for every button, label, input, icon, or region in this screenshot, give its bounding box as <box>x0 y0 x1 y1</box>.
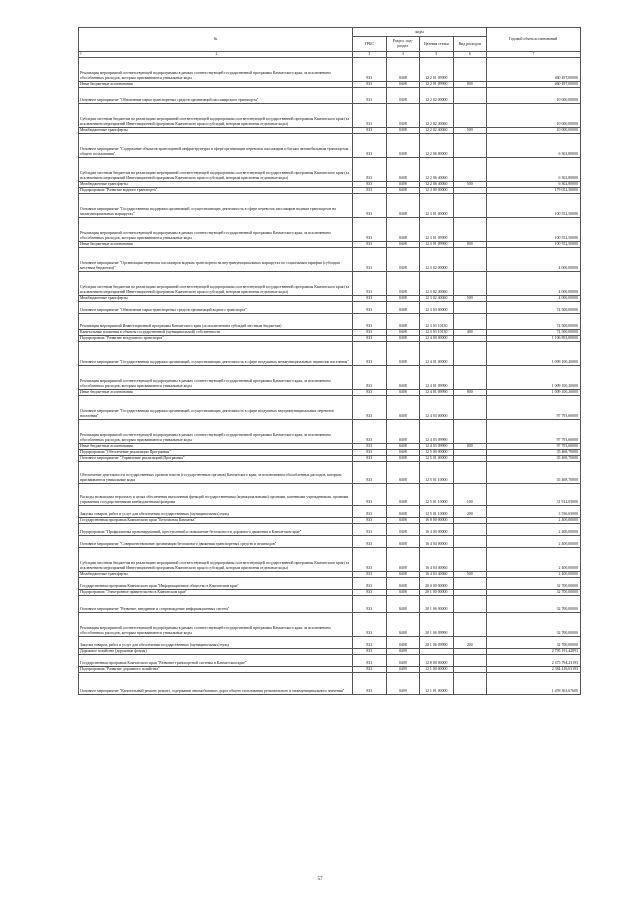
row-kind <box>453 578 487 590</box>
row-section: 0409 <box>386 649 420 655</box>
row-name: Дорожное хозяйство (дорожные фонды) <box>79 649 353 655</box>
column-number-7: 7 <box>487 52 581 58</box>
row-name: Реализация мероприятий соответствующей подпрограммы в рамках соответствующей государственной программы Камчатского края, за исключением обособленных расходов, которым присваиваются уникальные коды <box>79 218 353 242</box>
row-name: Основное мероприятие "Совершенствование организации безопасного движения транспортных средств и пешеходов" <box>79 536 353 548</box>
row-volume: 74 500,00000 <box>487 302 581 314</box>
row-grbs: 833 <box>353 536 387 548</box>
row-article: 12 2 06 40060 <box>420 182 454 188</box>
row-volume: 4 000,00000 <box>487 272 581 296</box>
row-section: 0408 <box>386 296 420 302</box>
row-name: Основное мероприятие "Государственная поддержка организаций, осуществляющих деятельность в сфере перевозок пассажиров водным транспортом на межмуниципальных маршрутах" <box>79 194 353 218</box>
row-article: 12 3 01 00000 <box>420 194 454 218</box>
row-grbs: 833 <box>353 524 387 536</box>
row-kind <box>453 158 487 182</box>
row-name: Субсидии местным бюджетам на реализацию мероприятий соответствующей подпрограммы соответствующей государственной программы Камчатского края (за исключением мероприятий Инвестиционной программы Камчатского края и субсидий, которым присвоены отдельные коды) <box>79 272 353 296</box>
header-volume: Годовой объем ассигнований <box>487 28 581 52</box>
row-volume: 32 700,00000 <box>487 578 581 590</box>
header-kind: Вид расходов <box>453 37 487 52</box>
table-row <box>79 420 581 444</box>
row-section: 0408 <box>386 613 420 637</box>
row-grbs: 833 <box>353 82 387 88</box>
table-row <box>79 248 581 272</box>
row-name: Подпрограмма "Профилактика правонарушений, преступлений и повышение безопасности дорожного движения в Камчатском крае" <box>79 524 353 536</box>
row-article: 12 5 00 00000 <box>420 450 454 456</box>
row-volume: 4 000,00000 <box>487 296 581 302</box>
row-kind <box>453 536 487 548</box>
row-section: 0408 <box>386 218 420 242</box>
row-name: Государственная программа Камчатского края "Безопасная Камчатка" <box>79 518 353 524</box>
row-grbs: 833 <box>353 218 387 242</box>
table-row <box>79 673 581 695</box>
budget-table <box>78 27 581 695</box>
column-number-5: 5 <box>420 52 454 58</box>
row-grbs: 833 <box>353 188 387 194</box>
row-article: 12 3 00 00000 <box>420 188 454 194</box>
row-article: 12 0 00 00000 <box>420 655 454 667</box>
row-kind: 200 <box>453 506 487 518</box>
row-section: 0408 <box>386 342 420 366</box>
row-section: 0408 <box>386 524 420 536</box>
row-kind <box>453 314 487 330</box>
row-grbs: 833 <box>353 572 387 578</box>
row-article: 20 0 00 00000 <box>420 578 454 590</box>
row-article: 12 4 03 09990 <box>420 420 454 444</box>
row-kind <box>453 58 487 82</box>
row-name: Межбюджетные трансферты <box>79 182 353 188</box>
row-volume: 1 009 100,20000 <box>487 390 581 396</box>
row-grbs: 833 <box>353 248 387 272</box>
row-section: 0408 <box>386 134 420 158</box>
row-article: 12 2 02 40060 <box>420 128 454 134</box>
row-section: 0409 <box>386 655 420 667</box>
row-name: Реализация мероприятий соответствующей подпрограммы в рамках соответствующей государственной программы Камчатского края, за исключением обособленных расходов, которым присваиваются уникальные коды <box>79 613 353 637</box>
table-row <box>79 548 581 572</box>
header-codes: коды <box>353 28 487 37</box>
row-article: 12 3 02 40060 <box>420 296 454 302</box>
row-kind: 400 <box>453 330 487 336</box>
row-name: Обеспечение деятельности государственных органов власти (государственных органов) Камчатского края, за исключением обособленных расходов, которым присваиваются уникальные коды <box>79 462 353 484</box>
row-volume: 2 400,00000 <box>487 572 581 578</box>
row-kind <box>453 248 487 272</box>
row-article: 12 3 01 09990 <box>420 242 454 248</box>
table-row <box>79 462 581 484</box>
row-kind <box>453 272 487 296</box>
row-section: 0408 <box>386 272 420 296</box>
row-article: 12 5 01 10000 <box>420 484 454 506</box>
row-name: Межбюджетные трансферты <box>79 128 353 134</box>
row-section: 0409 <box>386 667 420 673</box>
row-volume: 35 468,70000 <box>487 462 581 484</box>
row-kind <box>453 655 487 667</box>
row-kind <box>453 613 487 637</box>
row-grbs: 833 <box>353 330 387 336</box>
row-volume: 179 052,50000 <box>487 188 581 194</box>
row-kind <box>453 88 487 104</box>
page-number: 57 <box>317 877 323 882</box>
row-section: 0408 <box>386 596 420 613</box>
row-article: 12 2 02 00000 <box>420 88 454 104</box>
row-section: 0408 <box>386 330 420 336</box>
row-volume: 460 497,00000 <box>487 58 581 82</box>
row-article: 16 4 04 40060 <box>420 572 454 578</box>
row-section: 0408 <box>386 88 420 104</box>
row-article: 16 4 00 00000 <box>420 524 454 536</box>
row-volume: 32 700,00000 <box>487 590 581 596</box>
row-kind: 500 <box>453 128 487 134</box>
row-name: Субсидии местным бюджетам на реализацию мероприятий соответствующей подпрограммы соответствующей государственной программы Камчатского края (за исключением мероприятий Инвестиционной программы Камчатского края и субсидий, которым присвоены отдельные коды) <box>79 548 353 572</box>
row-kind <box>453 302 487 314</box>
row-name: Государственная программа Камчатского края "Информационное общество в Камчатском крае" <box>79 578 353 590</box>
row-section: 0408 <box>386 188 420 194</box>
table-row <box>79 272 581 296</box>
row-grbs: 833 <box>353 673 387 695</box>
row-kind <box>453 104 487 128</box>
row-grbs: 833 <box>353 390 387 396</box>
row-kind: 800 <box>453 242 487 248</box>
header-grbs: ГРБС <box>353 37 387 52</box>
row-article: 12 3 03 00000 <box>420 302 454 314</box>
row-grbs: 833 <box>353 596 387 613</box>
table-row <box>79 506 581 518</box>
row-article: 12 4 03 00000 <box>420 396 454 420</box>
row-kind <box>453 524 487 536</box>
column-number-4: 4 <box>386 52 420 58</box>
row-section: 0408 <box>386 506 420 518</box>
row-volume: 97 793,60000 <box>487 396 581 420</box>
row-grbs: 833 <box>353 134 387 158</box>
row-name: Реализация мероприятий соответствующей подпрограммы в рамках соответствующей государственной программы Камчатского края, за исключением обособленных расходов, которым присваиваются уникальные коды <box>79 58 353 82</box>
table-row <box>79 88 581 104</box>
row-volume: 6 302,80000 <box>487 134 581 158</box>
row-section: 0408 <box>386 248 420 272</box>
table-row <box>79 655 581 667</box>
row-article: 12 4 03 09990 <box>420 444 454 450</box>
row-volume: 1 009 100,20000 <box>487 342 581 366</box>
row-article: 12 5 01 10000 <box>420 462 454 484</box>
row-name: Подпрограмма "Обеспечение реализации Программы" <box>79 450 353 456</box>
row-article: 20 1 00 00000 <box>420 590 454 596</box>
row-volume: 1 009 100,20000 <box>487 366 581 390</box>
row-section: 0408 <box>386 128 420 134</box>
row-section: 0408 <box>386 590 420 596</box>
row-grbs: 833 <box>353 518 387 524</box>
row-article: 12 3 01 09990 <box>420 218 454 242</box>
row-kind: 100 <box>453 484 487 506</box>
row-name: Иные бюджетные ассигнования <box>79 242 353 248</box>
row-kind <box>453 596 487 613</box>
row-article: 16 4 04 00000 <box>420 536 454 548</box>
row-section: 0409 <box>386 673 420 695</box>
row-volume: 2 400,00000 <box>487 518 581 524</box>
row-grbs: 833 <box>353 649 387 655</box>
row-grbs: 833 <box>353 366 387 390</box>
column-number-3: 3 <box>353 52 387 58</box>
row-grbs: 833 <box>353 242 387 248</box>
row-name: Основное мероприятие "Обновление парка транспортных средств организаций водного транспорта" <box>79 302 353 314</box>
row-grbs: 833 <box>353 296 387 302</box>
row-section: 0408 <box>386 548 420 572</box>
row-kind <box>453 420 487 444</box>
table-row <box>79 524 581 536</box>
row-grbs: 833 <box>353 302 387 314</box>
row-volume: 35 468,70000 <box>487 450 581 456</box>
row-name: Реализация мероприятий соответствующей подпрограммы в рамках соответствующей государственной программы Камчатского края, за исключением обособленных расходов, которым присваиваются уникальные коды <box>79 420 353 444</box>
row-article: 12 2 01 09990 <box>420 82 454 88</box>
row-section: 0408 <box>386 462 420 484</box>
row-grbs: 833 <box>353 655 387 667</box>
row-grbs: 833 <box>353 58 387 82</box>
row-article: 20 1 06 09990 <box>420 637 454 649</box>
row-section: 0408 <box>386 518 420 524</box>
row-kind: 500 <box>453 296 487 302</box>
row-kind: 800 <box>453 390 487 396</box>
row-grbs: 833 <box>353 506 387 518</box>
row-name: Межбюджетные трансферты <box>79 296 353 302</box>
table-row <box>79 536 581 548</box>
row-name: Основное мероприятие "Организация перевозок пассажиров водным транспортом на внутримуниципальных маршрутах по социальным тарифам (субсидии местным бюджетам)" <box>79 248 353 272</box>
row-article: 12 2 02 40060 <box>420 104 454 128</box>
row-article: 12 4 00 00000 <box>420 336 454 342</box>
row-volume: 3 556,65000 <box>487 506 581 518</box>
row-kind: 500 <box>453 182 487 188</box>
row-article: 16 4 04 40060 <box>420 548 454 572</box>
row-grbs: 833 <box>353 182 387 188</box>
row-kind <box>453 462 487 484</box>
row-section: 0408 <box>386 336 420 342</box>
row-article: 12 4 01 09990 <box>420 390 454 396</box>
row-section: 0408 <box>386 420 420 444</box>
row-volume: 1 106 893,80000 <box>487 336 581 342</box>
table-row <box>79 58 581 82</box>
row-section: 0408 <box>386 302 420 314</box>
row-article: 12 3 02 40060 <box>420 272 454 296</box>
row-name: Подпрограмма "Электронное правительство в Камчатском крае" <box>79 590 353 596</box>
row-section: 0408 <box>386 242 420 248</box>
row-volume: 460 497,00000 <box>487 82 581 88</box>
table-row <box>79 194 581 218</box>
row-name: Субсидии местным бюджетам на реализацию мероприятий соответствующей подпрограммы соответствующей государственной программы Камчатского края (за исключением мероприятий Инвестиционной программы Камчатского края и субсидий, которым присвоены отдельные коды) <box>79 104 353 128</box>
row-kind: 500 <box>453 572 487 578</box>
row-kind <box>453 396 487 420</box>
row-kind: 200 <box>453 637 487 649</box>
header-article: Целевая статья <box>420 37 454 52</box>
row-kind: 800 <box>453 82 487 88</box>
row-article: 12 3 03 10130 <box>420 314 454 330</box>
row-kind: 800 <box>453 444 487 450</box>
row-name: Основное мероприятие "Государственная поддержка организаций, осуществляющих деятельность в сфере воздушных межмуниципальных перевозок населения" <box>79 342 353 366</box>
row-volume: 32 700,00000 <box>487 596 581 613</box>
row-volume: 35 468,70000 <box>487 456 581 462</box>
row-grbs: 833 <box>353 444 387 450</box>
table-row <box>79 134 581 158</box>
row-article: 12 5 01 10000 <box>420 506 454 518</box>
row-name: Основное мероприятие "Капитальный ремонт, ремонт, содержание автомобильных дорог общего пользования регионального и межмуниципального значения" <box>79 673 353 695</box>
row-article: 16 0 00 00000 <box>420 518 454 524</box>
row-grbs: 833 <box>353 272 387 296</box>
row-section: 0408 <box>386 366 420 390</box>
row-volume: 97 793,60000 <box>487 444 581 450</box>
row-section: 0408 <box>386 314 420 330</box>
row-grbs: 833 <box>353 342 387 366</box>
row-name: Подпрограмма "Развитие водного транспорта" <box>79 188 353 194</box>
row-volume: 100 552,50000 <box>487 194 581 218</box>
row-article: 12 4 01 09990 <box>420 366 454 390</box>
row-section: 0408 <box>386 182 420 188</box>
row-article: 12 1 00 00000 <box>420 667 454 673</box>
row-volume: 2 795 191,42893 <box>487 649 581 655</box>
table-row <box>79 104 581 128</box>
row-article: 12 5 01 00000 <box>420 456 454 462</box>
table-row <box>79 314 581 330</box>
row-section: 0408 <box>386 390 420 396</box>
row-volume: 32 700,00000 <box>487 637 581 649</box>
row-grbs: 833 <box>353 462 387 484</box>
row-volume: 100 552,50000 <box>487 218 581 242</box>
row-volume: 6 302,80000 <box>487 158 581 182</box>
row-kind <box>453 673 487 695</box>
row-grbs: 833 <box>353 128 387 134</box>
row-article: 12 2 01 09990 <box>420 58 454 82</box>
row-volume: 74 500,00000 <box>487 314 581 330</box>
row-name: Государственная программа Камчатского края "Развитие транспортной системы в Камчатском крае" <box>79 655 353 667</box>
row-section: 0408 <box>386 456 420 462</box>
row-grbs: 833 <box>353 484 387 506</box>
table-row <box>79 484 581 506</box>
row-grbs: 833 <box>353 158 387 182</box>
table-row <box>79 396 581 420</box>
row-section: 0408 <box>386 58 420 82</box>
row-article: 12 4 01 00000 <box>420 342 454 366</box>
row-section: 0408 <box>386 82 420 88</box>
row-kind <box>453 218 487 242</box>
row-volume: 100 552,50000 <box>487 242 581 248</box>
row-volume: 2 475 794,23193 <box>487 655 581 667</box>
row-section: 0408 <box>386 484 420 506</box>
row-name: Капитальные вложения в объекты государственной (муниципальной) собственности <box>79 330 353 336</box>
row-section: 0408 <box>386 104 420 128</box>
row-name: Иные бюджетные ассигнования <box>79 390 353 396</box>
row-grbs: 833 <box>353 613 387 637</box>
row-grbs: 833 <box>353 456 387 462</box>
row-grbs: 833 <box>353 336 387 342</box>
row-grbs: 833 <box>353 314 387 330</box>
row-name: Закупка товаров, работ и услуг для обеспечения государственных (муниципальных) нужд <box>79 637 353 649</box>
row-grbs: 833 <box>353 548 387 572</box>
row-name: Межбюджетные трансферты <box>79 572 353 578</box>
row-name: Реализация мероприятий Инвестиционной программы Камчатского края (за исключением субсидий местным бюджетам) <box>79 314 353 330</box>
table-row <box>79 366 581 390</box>
row-name: Субсидии местным бюджетам на реализацию мероприятий соответствующей подпрограммы соответствующей государственной программы Камчатского края (за исключением мероприятий Инвестиционной программы Камчатского края и субсидий, которым присвоены отдельные коды) <box>79 158 353 182</box>
row-volume: 10 000,00000 <box>487 128 581 134</box>
row-grbs: 833 <box>353 104 387 128</box>
row-name: Расходы на выплаты персоналу в целях обеспечения выполнения функций государственными (муниципальными) органами, казенными учреждениями, органами управления государственными внебюджетными фондами <box>79 484 353 506</box>
row-name: Подпрограмма "Развитие дорожного хозяйства" <box>79 667 353 673</box>
budget-table-body <box>79 58 581 695</box>
row-volume: 97 793,60000 <box>487 420 581 444</box>
table-row <box>79 302 581 314</box>
row-name: Основное мероприятие "Содержание объектов транспортной инфраструктуры в сфере организации перевозок пассажиров и багажа автомобильным транспортом общего пользования" <box>79 134 353 158</box>
row-volume: 31 912,05000 <box>487 484 581 506</box>
row-article: 20 1 06 09990 <box>420 613 454 637</box>
header-number: № <box>79 28 353 52</box>
row-section: 0408 <box>386 637 420 649</box>
row-name: Иные бюджетные ассигнования <box>79 82 353 88</box>
row-volume: 2 384 416,03193 <box>487 667 581 673</box>
row-volume: 2 400,00000 <box>487 524 581 536</box>
row-grbs: 833 <box>353 578 387 590</box>
row-section: 0408 <box>386 194 420 218</box>
row-section: 0408 <box>386 396 420 420</box>
row-volume: 2 400,00000 <box>487 548 581 572</box>
row-name: Иные бюджетные ассигнования <box>79 444 353 450</box>
table-row <box>79 578 581 590</box>
row-section: 0408 <box>386 444 420 450</box>
row-article: 12 3 03 10130 <box>420 330 454 336</box>
row-grbs: 833 <box>353 88 387 104</box>
header-section: Раздел, под-раздел <box>386 37 420 52</box>
table-row <box>79 218 581 242</box>
row-kind <box>453 548 487 572</box>
column-number-6: 6 <box>453 52 487 58</box>
row-article: 12 2 06 40060 <box>420 158 454 182</box>
row-name: Основное мероприятие "Развитие, внедрение и сопровождение информационных систем" <box>79 596 353 613</box>
row-volume: 4 000,00000 <box>487 248 581 272</box>
row-section: 0408 <box>386 536 420 548</box>
row-grbs: 833 <box>353 420 387 444</box>
row-grbs: 833 <box>353 396 387 420</box>
row-name: Закупка товаров, работ и услуг для обеспечения государственных (муниципальных) нужд <box>79 506 353 518</box>
row-article: 12 1 01 00000 <box>420 673 454 695</box>
row-kind <box>453 366 487 390</box>
table-row <box>79 342 581 366</box>
row-name: Основное мероприятие "Управление реализацией Программы" <box>79 456 353 462</box>
row-name: Реализация мероприятий соответствующей подпрограммы в рамках соответствующей государственной программы Камчатского края, за исключением обособленных расходов, которым присваиваются уникальные коды <box>79 366 353 390</box>
row-section: 0408 <box>386 578 420 590</box>
row-grbs: 833 <box>353 194 387 218</box>
table-row <box>79 158 581 182</box>
row-section: 0408 <box>386 158 420 182</box>
column-number-1: 1 2 <box>79 52 353 58</box>
row-section: 0408 <box>386 450 420 456</box>
table-row <box>79 637 581 649</box>
row-kind <box>453 194 487 218</box>
row-volume: 2 400,00000 <box>487 536 581 548</box>
row-grbs: 833 <box>353 637 387 649</box>
row-grbs: 833 <box>353 667 387 673</box>
row-section: 0408 <box>386 572 420 578</box>
row-volume: 6 302,80000 <box>487 182 581 188</box>
row-article: 12 3 02 00000 <box>420 248 454 272</box>
row-article: 12 2 06 00000 <box>420 134 454 158</box>
row-grbs: 833 <box>353 450 387 456</box>
row-volume: 1 459 363,67600 <box>487 673 581 695</box>
row-kind <box>453 342 487 366</box>
row-kind <box>453 134 487 158</box>
row-name: Основное мероприятие "Государственная поддержка организаций, осуществляющих деятельность в сфере воздушных внутримуниципальных перевозок населения" <box>79 396 353 420</box>
row-volume: 74 500,00000 <box>487 330 581 336</box>
row-volume: 32 700,00000 <box>487 613 581 637</box>
row-grbs: 833 <box>353 590 387 596</box>
row-name: Основное мероприятие "Обновление парка транспортных средств организаций пассажирского транспорта" <box>79 88 353 104</box>
table-row <box>79 613 581 637</box>
row-article: 20 1 06 00000 <box>420 596 454 613</box>
row-volume: 10 000,00000 <box>487 88 581 104</box>
row-name: Подпрограмма "Развитие воздушного транспорта" <box>79 336 353 342</box>
table-row <box>79 596 581 613</box>
row-volume: 10 000,00000 <box>487 104 581 128</box>
